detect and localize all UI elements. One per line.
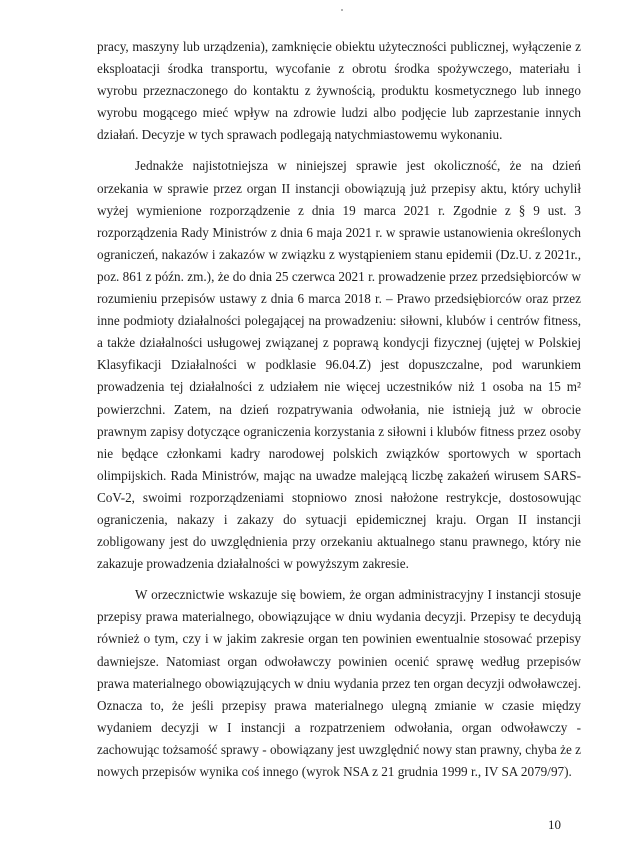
page-number: 10 bbox=[548, 817, 561, 832]
paragraph-continuation: pracy, maszyny lub urządzenia), zamknięcie obiektu użyteczności publicznej, wyłączenie z eksploatacji środka transportu, wycofanie z obrotu środka spożywczego, materiału i wyrobu przeznaczonego do kontaktu z żywnością, produktu kosmetycznego lub innego wyrobu mogącego mieć wpływ na zdrowie ludzi albo podjęcie lub zaprzestanie innych działań. Decyzje w tych sprawach podlegają natychmiastowemu wykonaniu. bbox=[97, 39, 581, 143]
scan-speck bbox=[341, 9, 343, 11]
paragraph-regulation: Jednakże najistotniejsza w niniejszej sprawie jest okoliczność, że na dzień orzekania w sprawie przez organ II instancji obowiązują już przepisy aktu, który uchylił wyżej wymienione rozporządzenie z dnia 19 marca 2021 r. Zgodnie z § 9 ust. 3 rozporządzenia Rady Ministrów z dnia 6 maja 2021 r. w sprawie ustanowienia określonych ograniczeń, nakazów i zakazów w związku z wystąpieniem stanu epidemii (Dz.U. z 2021r., poz. 861 z późn. zm.), że do dnia 25 czerwca 2021 r. prowadzenie przez przedsiębiorców w rozumieniu przepisów ustawy z dnia 6 marca 2018 r. – Prawo przedsiębiorców oraz przez inne podmioty działalności polegającej na prowadzeniu: siłowni, klubów i centrów fitness, a także działalności usługowej związanej z poprawą kondycji fizycznej (ujętej w Polskiej Klasyfikacji Działalności w podklasie 96.04.Z) jest dopuszczalne, pod warunkiem prowadzenia tej działalności z udziałem nie więcej uczestników niż 1 osoba na 15 m² powierzchni. Zatem, na dzień rozpatrywania odwołania, nie istnieją już w obrocie prawnym zapisy dotyczące ograniczenia korzystania z siłowni i klubów fitness przez osoby nie będące członkami kadry narodowej polskich związków sportowych w sportach olimpijskich. Rada Ministrów, mając na uwadze malejącą liczbę zakażeń wirusem SARS-CoV-2, swoimi rozporządzeniami stopniowo znosi nałożone restrykcje, dostosowując ograniczenia, nakazy i zakazy do sytuacji epidemicznej kraju. Organ II instancji zobligowany jest do uwzględnienia przy orzekaniu aktualnego stanu prawnego, który nie zakazuje prowadzenia działalności w powyższym zakresie. bbox=[97, 158, 581, 572]
paragraph-case-law: W orzecznictwie wskazuje się bowiem, że organ administracyjny I instancji stosuje przepisy prawa materialnego, obowiązujące w dniu wydania decyzji. Przepisy te decydują również o tym, czy i w jakim zakresie organ ten powinien ewentualnie stosować przepisy dawniejsze. Natomiast organ odwoławczy powinien ocenić sprawę według przepisów prawa materialnego obowiązujących w dniu wydania przez ten organ decyzji odwoławczej. Oznacza to, że jeśli przepisy prawa materialnego ulegną zmianie w czasie między wydaniem decyzji w I instancji a rozpatrzeniem odwołania, organ odwoławczy - zachowując tożsamość sprawy - obowiązany jest uwzględnić nowy stan prawny, chyba że z nowych przepisów wynika coś innego (wyrok NSA z 21 grudnia 1999 r., IV SA 2079/97). bbox=[97, 587, 581, 779]
document-body bbox=[97, 36, 581, 792]
